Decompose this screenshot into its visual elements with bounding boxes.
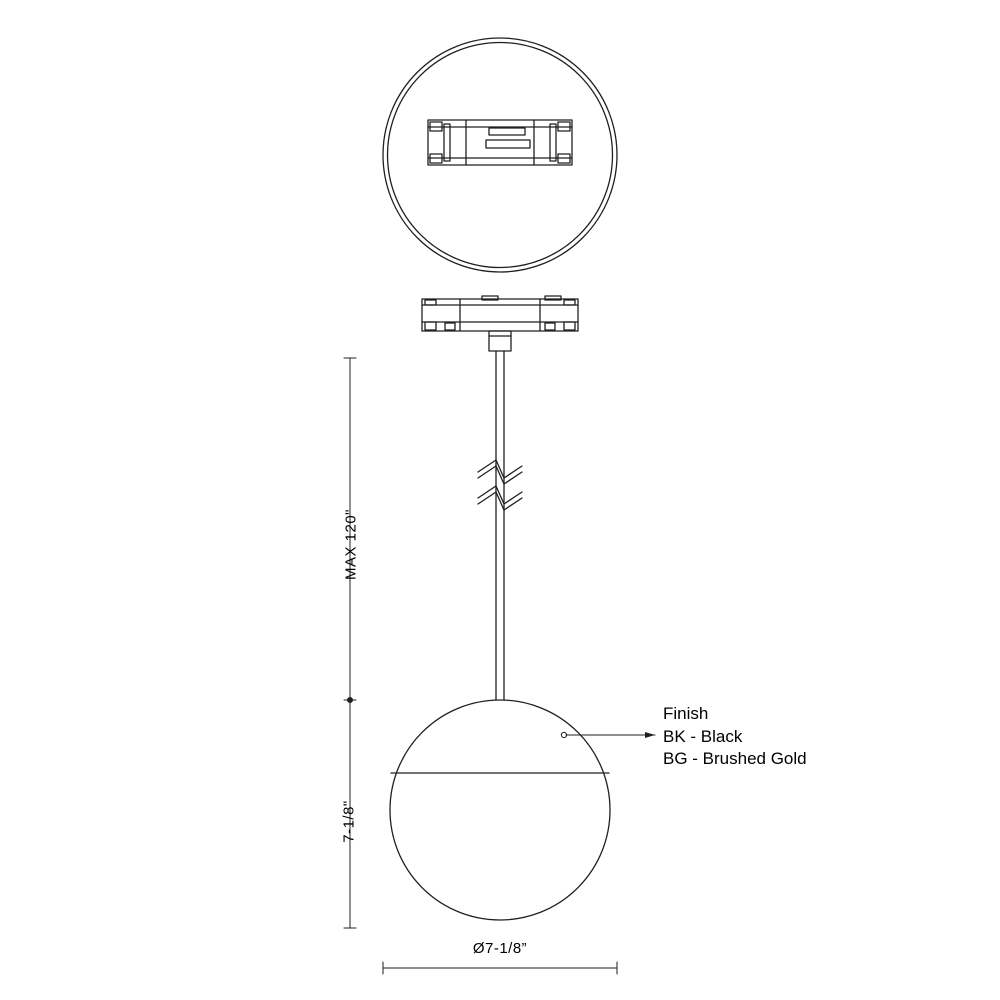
finish-callout-leader	[561, 732, 655, 737]
side-view-canopy	[422, 296, 578, 331]
side-view-globe	[390, 700, 610, 920]
top-view-mount-bar	[428, 120, 572, 165]
cord-break-symbol	[478, 460, 522, 510]
side-view-downrod	[496, 351, 504, 700]
dimension-diameter	[383, 962, 617, 974]
finish-callout-arrow	[645, 732, 655, 738]
dimension-label-globe-diameter: Ø7-1/8”	[472, 940, 528, 957]
top-view-circle-outer	[383, 38, 617, 272]
finish-option-brushed-gold: BG - Brushed Gold	[663, 749, 807, 768]
dimension-arrow-ticks	[347, 697, 353, 703]
side-view-stem-collar	[489, 331, 511, 351]
dimension-label-globe-height: 7-1/8"	[340, 800, 358, 843]
finish-callout-title: Finish	[663, 704, 709, 723]
finish-option-black: BK - Black	[663, 727, 743, 746]
dimension-max-drop	[344, 358, 496, 928]
dimension-label-max-drop: MAX 120"	[342, 508, 360, 581]
